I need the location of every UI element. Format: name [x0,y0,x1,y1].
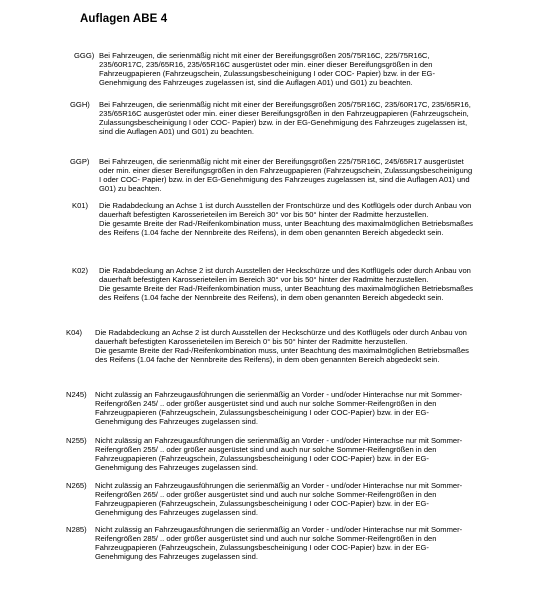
condition-paragraph: Nicht zulässig an Fahrzeugausführungen die serienmäßig an Vorder - und/oder Hinterachse nur mit Sommer-Reifengrößen 265/ .. oder größer ausgerüstet sind und auch nur solche Sommer-Reifengrößen in den Fahrzeugpapieren (Fahrzeugschein, Zulassungsbescheinigung I oder COC-Papier) bzw. in der EG-Genehmigung des Fahrzeuges zugelassen sind. [95,481,463,518]
condition-paragraph: Nicht zulässig an Fahrzeugausführungen die serienmäßig an Vorder - und/oder Hinterachse nur mit Sommer-Reifengrößen 285/ .. oder größer ausgerüstet sind und auch nur solche Sommer-Reifengrößen in den Fahrzeugpapieren (Fahrzeugschein, Zulassungsbescheinigung I oder COC-Papier) bzw. in der EG-Genehmigung des Fahrzeuges zugelassen sind. [95,525,463,562]
condition-text [99,201,474,237]
condition-code: N255) [66,436,87,445]
condition-paragraph: Bei Fahrzeugen, die serienmäßig nicht mit einer der Bereifungsgrößen 205/75R16C, 235/60R17C, 235/65R16, 235/65R16C ausgerüstet oder min. einer dieser Bereifungsgrößen in den Fahrzeugpapieren (Fahrzeugschein, Zulassungsbescheinigung I oder COC- Papier) bzw. in der EG-Genehmigung des Fahrzeuges zugelassen ist, sind die Auflagen A01) und G01) zu beachten. [99,100,471,137]
condition-text [99,266,474,302]
condition-code: K04) [66,328,83,337]
condition-text [95,436,470,472]
condition-code: N285) [66,525,87,534]
condition-paragraph: Die gesamte Breite der Rad-/Reifenkombination muss, unter Beachtung des maximalmöglichen Betriebsmaßes des Reifens (1.04 fache der Nennbreite des Reifens), in dem oben genannten Bereich abgedeckt sein. [99,219,473,238]
condition-text [99,51,474,87]
condition-paragraph: Die Radabdeckung an Achse 2 ist durch Ausstellen der Heckschürze und des Kotflügels oder durch Anbau von dauerhaft befestigten Karosserieteilen im Bereich 30° vor bis 50° hinter der Radmitte herzustellen. [99,266,471,285]
condition-paragraph: Nicht zulässig an Fahrzeugausführungen die serienmäßig an Vorder - und/oder Hinterachse nur mit Sommer-Reifengrößen 245/ .. oder größer ausgerüstet sind und auch nur solche Sommer-Reifengrößen in den Fahrzeugpapieren (Fahrzeugschein, Zulassungsbescheinigung I oder COC-Papier) bzw. in der EG-Genehmigung des Fahrzeuges zugelassen sind. [95,390,463,427]
condition-text [95,481,470,517]
condition-paragraph: Bei Fahrzeugen, die serienmäßig nicht mit einer der Bereifungsgrößen 225/75R16C, 245/65R17 ausgerüstet oder min. einer dieser Bereifungsgrößen in den Fahrzeugpapieren (Fahrzeugschein, Zulassungsbescheinigung I oder COC- Papier) bzw. in der EG-Genehmigung des Fahrzeuges zugelassen ist, sind die Auflagen A01) und G01) zu beachten. [99,157,473,194]
condition-paragraph: Die Radabdeckung an Achse 1 ist durch Ausstellen der Frontschürze und des Kotflügels oder durch Anbau von dauerhaft befestigten Karosserieteilen im Bereich 30° vor bis 50° hinter der Radmitte herzustellen. [99,201,472,220]
condition-text [95,525,470,561]
condition-code: GGG) [74,51,95,60]
condition-text [95,390,470,426]
condition-paragraph: Bei Fahrzeugen, die serienmäßig nicht mit einer der Bereifungsgrößen 205/75R16C, 225/75R16C, 235/60R17C, 235/65R16, 235/65R16C ausgerüstet oder min. einer dieser Bereifungsgrößen in den Fahrzeugpapieren (Fahrzeugschein, Zulassungsbescheinigung I oder COC- Papier) bzw. in der EG-Genehmigung des Fahrzeuges zugelassen ist, sind die Auflagen A01) und G01) zu beachten. [99,51,435,88]
condition-text [99,100,474,136]
condition-paragraph: Die Radabdeckung an Achse 2 ist durch Ausstellen der Heckschürze und des Kotflügels oder durch Anbau von dauerhaft befestigten Karosserieteilen im Bereich 0° bis 50° hinter der Radmitte herzustellen. [95,328,467,347]
condition-code: K01) [72,201,89,210]
condition-code: K02) [72,266,89,275]
condition-code: GGH) [70,100,90,109]
condition-code: N265) [66,481,87,490]
condition-paragraph: Die gesamte Breite der Rad-/Reifenkombination muss, unter Beachtung des maximalmöglichen Betriebsmaßes des Reifens (1.04 fache der Nennbreite des Reifens), in dem oben genannten Bereich abgedeckt sein. [99,284,473,303]
condition-code: N245) [66,390,87,399]
page-title: Auflagen ABE 4 [80,13,168,25]
condition-text [95,328,470,364]
condition-code: GGP) [70,157,90,166]
condition-paragraph: Nicht zulässig an Fahrzeugausführungen die serienmäßig an Vorder - und/oder Hinterachse nur mit Sommer-Reifengrößen 255/ .. oder größer ausgerüstet sind und auch nur solche Sommer-Reifengrößen in den Fahrzeugpapieren (Fahrzeugschein, Zulassungsbescheinigung I oder COC-Papier) bzw. in der EG-Genehmigung des Fahrzeuges zugelassen sind. [95,436,463,473]
condition-text [99,157,474,193]
condition-paragraph: Die gesamte Breite der Rad-/Reifenkombination muss, unter Beachtung des maximalmöglichen Betriebsmaßes des Reifens (1.04 fache der Nennbreite des Reifens), in dem oben genannten Bereich abgedeckt sein. [95,346,469,365]
